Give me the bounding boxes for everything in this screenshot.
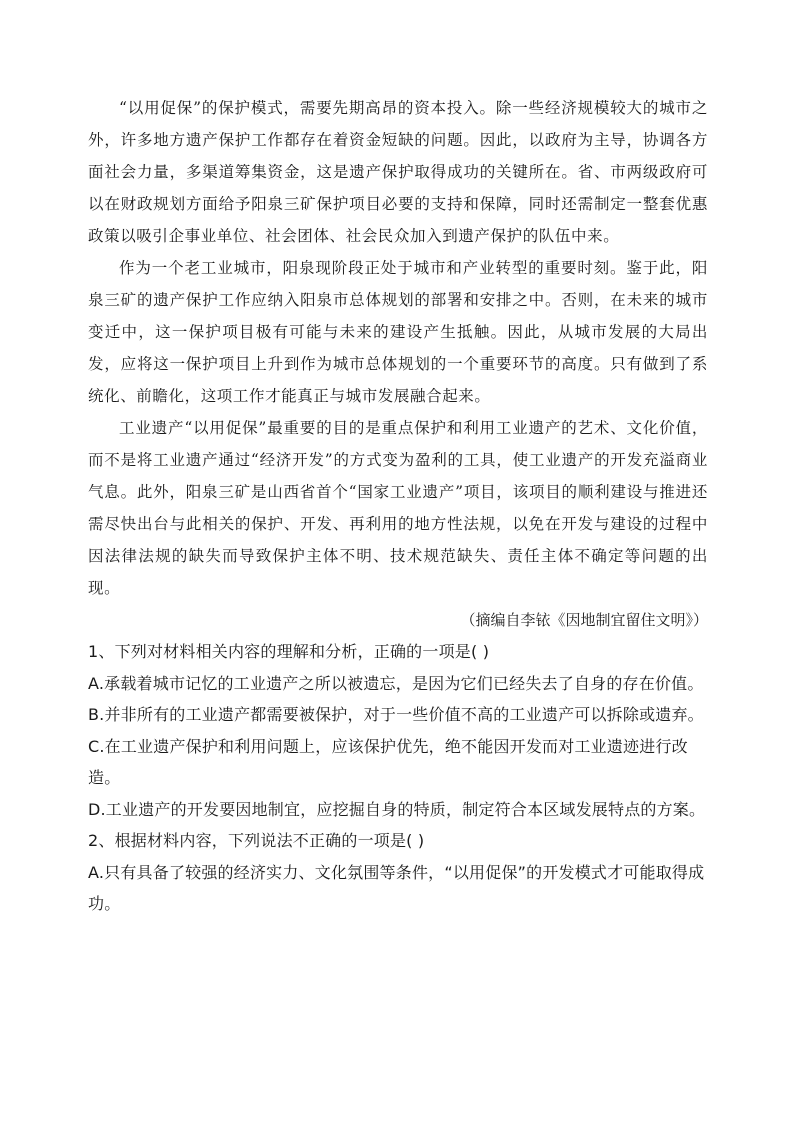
- question-1: [88, 636, 708, 825]
- question-1-option-c: C.在工业遗产保护和利用问题上，应该保护优先，绝不能因开发而对工业遗迹进行改造。: [88, 736, 688, 787]
- question-list: [88, 636, 708, 920]
- document-page: [88, 92, 708, 920]
- passage-paragraph-1: “以用促保”的保护模式，需要先期高昂的资本投入。除一些经济规模较大的城市之外，许多地方遗产保护工作都存在着资金短缺的问题。因此，以政府为主导，协调各方面社会力量，多渠道筹集资金，这是遗产保护取得成功的关键所在。省、市两级政府可以在财政规划方面给予阳泉三矿保护项目必要的支持和保障，同时还需制定一整套优惠政策以吸引企事业单位、社会团体、社会民众加入到遗产保护的队伍中来。: [88, 99, 708, 245]
- question-1-option-b: B.并非所有的工业遗产都需要被保护，对于一些价值不高的工业遗产可以拆除或遗弃。: [88, 705, 704, 724]
- passage-paragraph-2: 作为一个老工业城市，阳泉现阶段正处于城市和产业转型的重要时刻。鉴于此，阳泉三矿的遗产保护工作应纳入阳泉市总体规划的部署和安排之中。否则，在未来的城市变迁中，这一保护项目极有可能与未来的建设产生抵触。因此，从城市发展的大局出发，应将这一保护项目上升到作为城市总体规划的一个重要环节的高度。只有做到了系统化、前瞻化，这项工作才能真正与城市发展融合起来。: [88, 259, 708, 405]
- question-2-stem: 2、根据材料内容，下列说法不正确的一项是( ): [88, 831, 425, 850]
- reading-passage: [88, 92, 708, 604]
- question-1-stem: 1、下列对材料相关内容的理解和分析，正确的一项是( ): [88, 642, 490, 661]
- question-1-option-a: A.承载着城市记忆的工业遗产之所以被遗忘，是因为它们已经失去了自身的存在价值。: [88, 673, 704, 693]
- passage-paragraph-3: 工业遗产“以用促保”最重要的目的是重点保护和利用工业遗产的艺术、文化价值，而不是将工业遗产通过“经济开发”的方式变为盈利的工具，使工业遗产的开发充溢商业气息。此外，阳泉三矿是山西省首个“国家工业遗产”项目，该项目的顺利建设与推进还需尽快出台与此相关的保护、开发、再利用的地方性法规，以免在开发与建设的过程中因法律法规的缺失而导致保护主体不明、技术规范缺失、责任主体不确定等问题的出现。: [88, 419, 708, 597]
- question-1-option-d: D.工业遗产的开发要因地制宜，应挖掘自身的特质，制定符合本区域发展特点的方案。: [88, 799, 706, 819]
- passage-source: （摘编自李铱《因地制宜留住文明》）: [460, 611, 708, 629]
- question-2: [88, 825, 708, 920]
- question-2-option-a: A.只有具备了较强的经济实力、文化氛围等条件，“以用促保”的开发模式才可能取得成功。: [88, 862, 705, 913]
